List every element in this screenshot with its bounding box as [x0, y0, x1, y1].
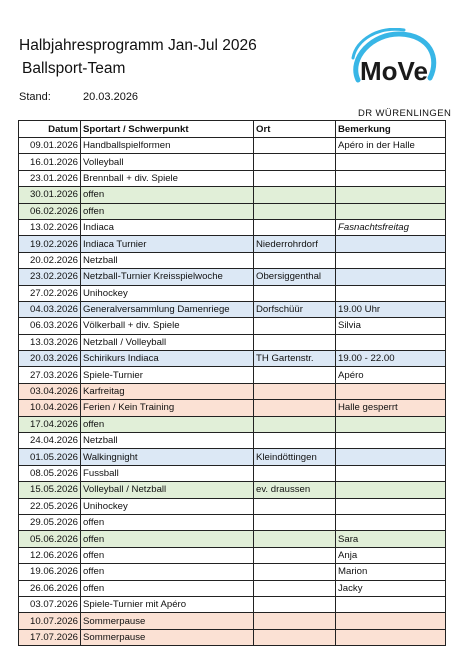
table-row: [19, 301, 446, 317]
cell-remark: [336, 449, 446, 465]
logo-caption: DR WÜRENLINGEN: [358, 108, 452, 119]
cell-remark: [336, 170, 446, 186]
cell-date: 15.05.2026: [19, 482, 81, 498]
cell-sport: Generalversammlung Damenriege: [81, 301, 254, 317]
cell-date: 24.04.2026: [19, 433, 81, 449]
cell-ort: [254, 547, 336, 563]
cell-sport: offen: [81, 547, 254, 563]
cell-date: 19.02.2026: [19, 236, 81, 252]
cell-sport: Netzball-Turnier Kreisspielwoche: [81, 269, 254, 285]
cell-sport: offen: [81, 203, 254, 219]
cell-date: 01.05.2026: [19, 449, 81, 465]
cell-ort: [254, 498, 336, 514]
cell-remark: [336, 187, 446, 203]
cell-sport: Walkingnight: [81, 449, 254, 465]
cell-ort: [254, 629, 336, 645]
cell-date: 23.01.2026: [19, 170, 81, 186]
cell-sport: Netzball / Volleyball: [81, 334, 254, 350]
cell-remark: Silvia: [336, 318, 446, 334]
cell-date: 03.04.2026: [19, 383, 81, 399]
stand-date: 20.03.2026: [83, 91, 139, 103]
cell-ort: [254, 154, 336, 170]
cell-remark: [336, 252, 446, 268]
cell-remark: Apéro in der Halle: [336, 138, 446, 154]
cell-remark: [336, 416, 446, 432]
table-row: [19, 449, 446, 465]
cell-remark: Apéro: [336, 367, 446, 383]
cell-date: 27.02.2026: [19, 285, 81, 301]
cell-ort: Obersiggenthal: [254, 269, 336, 285]
table-row: [19, 465, 446, 481]
cell-sport: offen: [81, 564, 254, 580]
cell-ort: [254, 400, 336, 416]
cell-ort: [254, 596, 336, 612]
cell-date: 26.06.2026: [19, 580, 81, 596]
cell-remark: [336, 383, 446, 399]
cell-remark: Marion: [336, 564, 446, 580]
cell-date: 06.02.2026: [19, 203, 81, 219]
cell-ort: [254, 285, 336, 301]
table-row: [19, 236, 446, 252]
table-row: [19, 154, 446, 170]
table-row: [19, 564, 446, 580]
cell-sport: Netzball: [81, 433, 254, 449]
cell-date: 19.06.2026: [19, 564, 81, 580]
cell-sport: Sommerpause: [81, 629, 254, 645]
cell-sport: Schirikurs Indiaca: [81, 351, 254, 367]
cell-remark: [336, 613, 446, 629]
cell-sport: Ferien / Kein Training: [81, 400, 254, 416]
table-row: [19, 269, 446, 285]
cell-date: 27.03.2026: [19, 367, 81, 383]
cell-ort: [254, 170, 336, 186]
cell-sport: offen: [81, 580, 254, 596]
cell-date: 17.07.2026: [19, 629, 81, 645]
column-header-datum: Datum: [19, 121, 81, 138]
move-logo: [338, 28, 452, 119]
cell-date: 20.03.2026: [19, 351, 81, 367]
cell-remark: Jacky: [336, 580, 446, 596]
table-row: [19, 334, 446, 350]
logo-word: MoVe: [360, 56, 428, 86]
cell-date: 30.01.2026: [19, 187, 81, 203]
cell-sport: Unihockey: [81, 498, 254, 514]
cell-ort: [254, 334, 336, 350]
cell-remark: Anja: [336, 547, 446, 563]
cell-remark: [336, 236, 446, 252]
cell-sport: Volleyball: [81, 154, 254, 170]
cell-ort: [254, 580, 336, 596]
cell-remark: [336, 285, 446, 301]
table-row: [19, 547, 446, 563]
schedule-body: [19, 138, 446, 646]
page-subtitle: Ballsport-Team: [22, 60, 126, 77]
table-row: [19, 138, 446, 154]
cell-sport: offen: [81, 187, 254, 203]
column-header-sportart: Sportart / Schwerpunkt: [81, 121, 254, 138]
cell-remark: 19.00 - 22.00: [336, 351, 446, 367]
cell-remark: Fasnachtsfreitag: [336, 219, 446, 235]
page-title: Halbjahresprogramm Jan-Jul 2026: [19, 37, 257, 54]
cell-ort: [254, 514, 336, 530]
cell-remark: [336, 482, 446, 498]
table-row: [19, 482, 446, 498]
cell-remark: [336, 629, 446, 645]
cell-ort: [254, 219, 336, 235]
table-row: [19, 580, 446, 596]
table-row: [19, 531, 446, 547]
schedule-table: [18, 120, 446, 646]
cell-sport: Spiele-Turnier mit Apéro: [81, 596, 254, 612]
cell-sport: Unihockey: [81, 285, 254, 301]
cell-ort: Niederrohrdorf: [254, 236, 336, 252]
stand-label: Stand:: [19, 91, 51, 103]
cell-remark: [336, 465, 446, 481]
table-row: [19, 514, 446, 530]
table-row: [19, 400, 446, 416]
table-row: [19, 367, 446, 383]
cell-remark: Halle gesperrt: [336, 400, 446, 416]
cell-date: 13.03.2026: [19, 334, 81, 350]
cell-ort: Kleindöttingen: [254, 449, 336, 465]
table-row: [19, 187, 446, 203]
cell-remark: [336, 269, 446, 285]
cell-sport: Brennball + div. Spiele: [81, 170, 254, 186]
cell-date: 12.06.2026: [19, 547, 81, 563]
cell-date: 23.02.2026: [19, 269, 81, 285]
cell-ort: [254, 564, 336, 580]
cell-date: 29.05.2026: [19, 514, 81, 530]
document-header: [0, 0, 464, 120]
table-header-row: [19, 121, 446, 138]
cell-date: 22.05.2026: [19, 498, 81, 514]
cell-remark: [336, 433, 446, 449]
table-row: [19, 219, 446, 235]
cell-ort: [254, 383, 336, 399]
table-row: [19, 629, 446, 645]
table-row: [19, 203, 446, 219]
table-row: [19, 596, 446, 612]
table-row: [19, 351, 446, 367]
cell-date: 09.01.2026: [19, 138, 81, 154]
cell-sport: Indiaca: [81, 219, 254, 235]
column-header-ort: Ort: [254, 121, 336, 138]
table-row: [19, 613, 446, 629]
cell-ort: [254, 318, 336, 334]
cell-sport: Spiele-Turnier: [81, 367, 254, 383]
table-row: [19, 433, 446, 449]
cell-remark: [336, 596, 446, 612]
table-row: [19, 252, 446, 268]
cell-sport: offen: [81, 531, 254, 547]
cell-date: 16.01.2026: [19, 154, 81, 170]
cell-date: 06.03.2026: [19, 318, 81, 334]
cell-remark: [336, 334, 446, 350]
cell-date: 20.02.2026: [19, 252, 81, 268]
cell-date: 05.06.2026: [19, 531, 81, 547]
cell-ort: [254, 531, 336, 547]
table-row: [19, 318, 446, 334]
cell-sport: Fussball: [81, 465, 254, 481]
cell-date: 08.05.2026: [19, 465, 81, 481]
cell-ort: TH Gartenstr.: [254, 351, 336, 367]
cell-ort: [254, 613, 336, 629]
cell-date: 10.04.2026: [19, 400, 81, 416]
cell-sport: offen: [81, 514, 254, 530]
cell-ort: [254, 138, 336, 154]
cell-sport: Netzball: [81, 252, 254, 268]
table-row: [19, 285, 446, 301]
cell-remark: [336, 498, 446, 514]
cell-date: 03.07.2026: [19, 596, 81, 612]
cell-sport: Indiaca Turnier: [81, 236, 254, 252]
table-row: [19, 383, 446, 399]
cell-ort: [254, 187, 336, 203]
cell-ort: [254, 367, 336, 383]
cell-ort: Dorfschüür: [254, 301, 336, 317]
cell-sport: Völkerball + div. Spiele: [81, 318, 254, 334]
cell-remark: [336, 154, 446, 170]
move-logo-icon: [338, 28, 448, 108]
table-row: [19, 416, 446, 432]
cell-ort: [254, 433, 336, 449]
column-header-bemerkung: Bemerkung: [336, 121, 446, 138]
cell-remark: 19.00 Uhr: [336, 301, 446, 317]
cell-date: 04.03.2026: [19, 301, 81, 317]
cell-sport: Handballspielformen: [81, 138, 254, 154]
cell-ort: [254, 203, 336, 219]
cell-ort: [254, 465, 336, 481]
cell-sport: Sommerpause: [81, 613, 254, 629]
cell-sport: offen: [81, 416, 254, 432]
cell-remark: [336, 203, 446, 219]
cell-date: 17.04.2026: [19, 416, 81, 432]
cell-remark: Sara: [336, 531, 446, 547]
cell-date: 13.02.2026: [19, 219, 81, 235]
cell-ort: [254, 416, 336, 432]
cell-sport: Karfreitag: [81, 383, 254, 399]
cell-date: 10.07.2026: [19, 613, 81, 629]
table-row: [19, 498, 446, 514]
cell-sport: Volleyball / Netzball: [81, 482, 254, 498]
cell-ort: ev. draussen: [254, 482, 336, 498]
cell-ort: [254, 252, 336, 268]
cell-remark: [336, 514, 446, 530]
table-row: [19, 170, 446, 186]
